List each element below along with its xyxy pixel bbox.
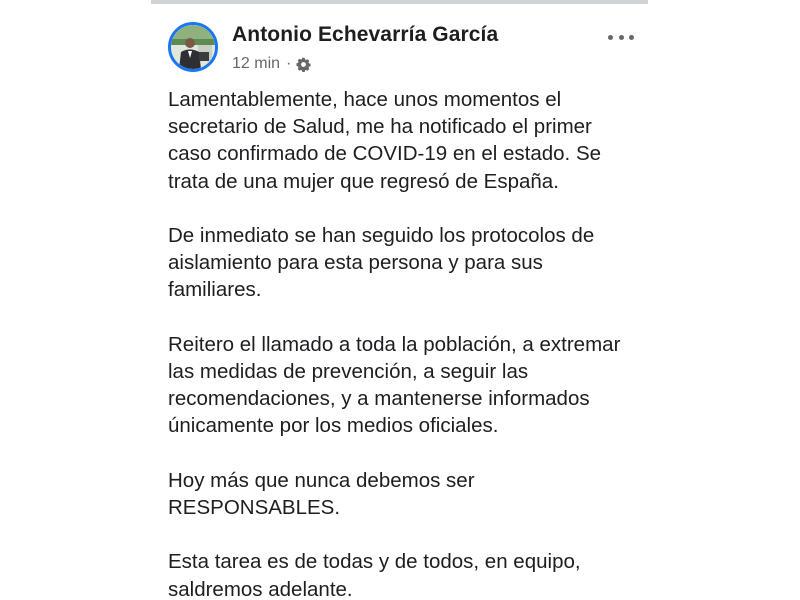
post-paragraph: Reitero el llamado a toda la población, a extremar las medidas de prevención, a seguir las recomendaciones, y a mantenerse informados únicamente por los medios oficiales. bbox=[168, 332, 621, 438]
facebook-post bbox=[151, 0, 648, 600]
post-paragraph: Hoy más que nunca debemos ser RESPONSABLES. bbox=[168, 468, 475, 519]
menu-dot bbox=[629, 35, 634, 40]
menu-dot bbox=[608, 35, 613, 40]
post-paragraph: Lamentablemente, hace unos momentos el secretario de Salud, me ha notificado el primer caso confirmado de COVID-19 en el estado. Se trata de una mujer que regresó de España. bbox=[168, 88, 602, 193]
more-options-icon[interactable] bbox=[608, 30, 634, 44]
post-paragraph: Esta tarea es de todas y de todos, en equipo, saldremos adelante. bbox=[168, 550, 581, 600]
meta-separator: · bbox=[286, 55, 292, 72]
post-header bbox=[151, 4, 648, 84]
post-meta bbox=[232, 53, 311, 75]
menu-dot bbox=[619, 35, 624, 40]
profile-photo bbox=[171, 25, 215, 69]
post-time[interactable]: 12 min bbox=[232, 55, 281, 72]
post-paragraph: De inmediato se han seguido los protocolos de aislamiento para esta persona y para sus familiares. bbox=[168, 224, 595, 302]
post-body bbox=[168, 86, 638, 600]
gear-icon[interactable] bbox=[296, 57, 311, 72]
avatar[interactable] bbox=[168, 22, 218, 72]
author-name[interactable]: Antonio Echevarría García bbox=[232, 23, 499, 46]
